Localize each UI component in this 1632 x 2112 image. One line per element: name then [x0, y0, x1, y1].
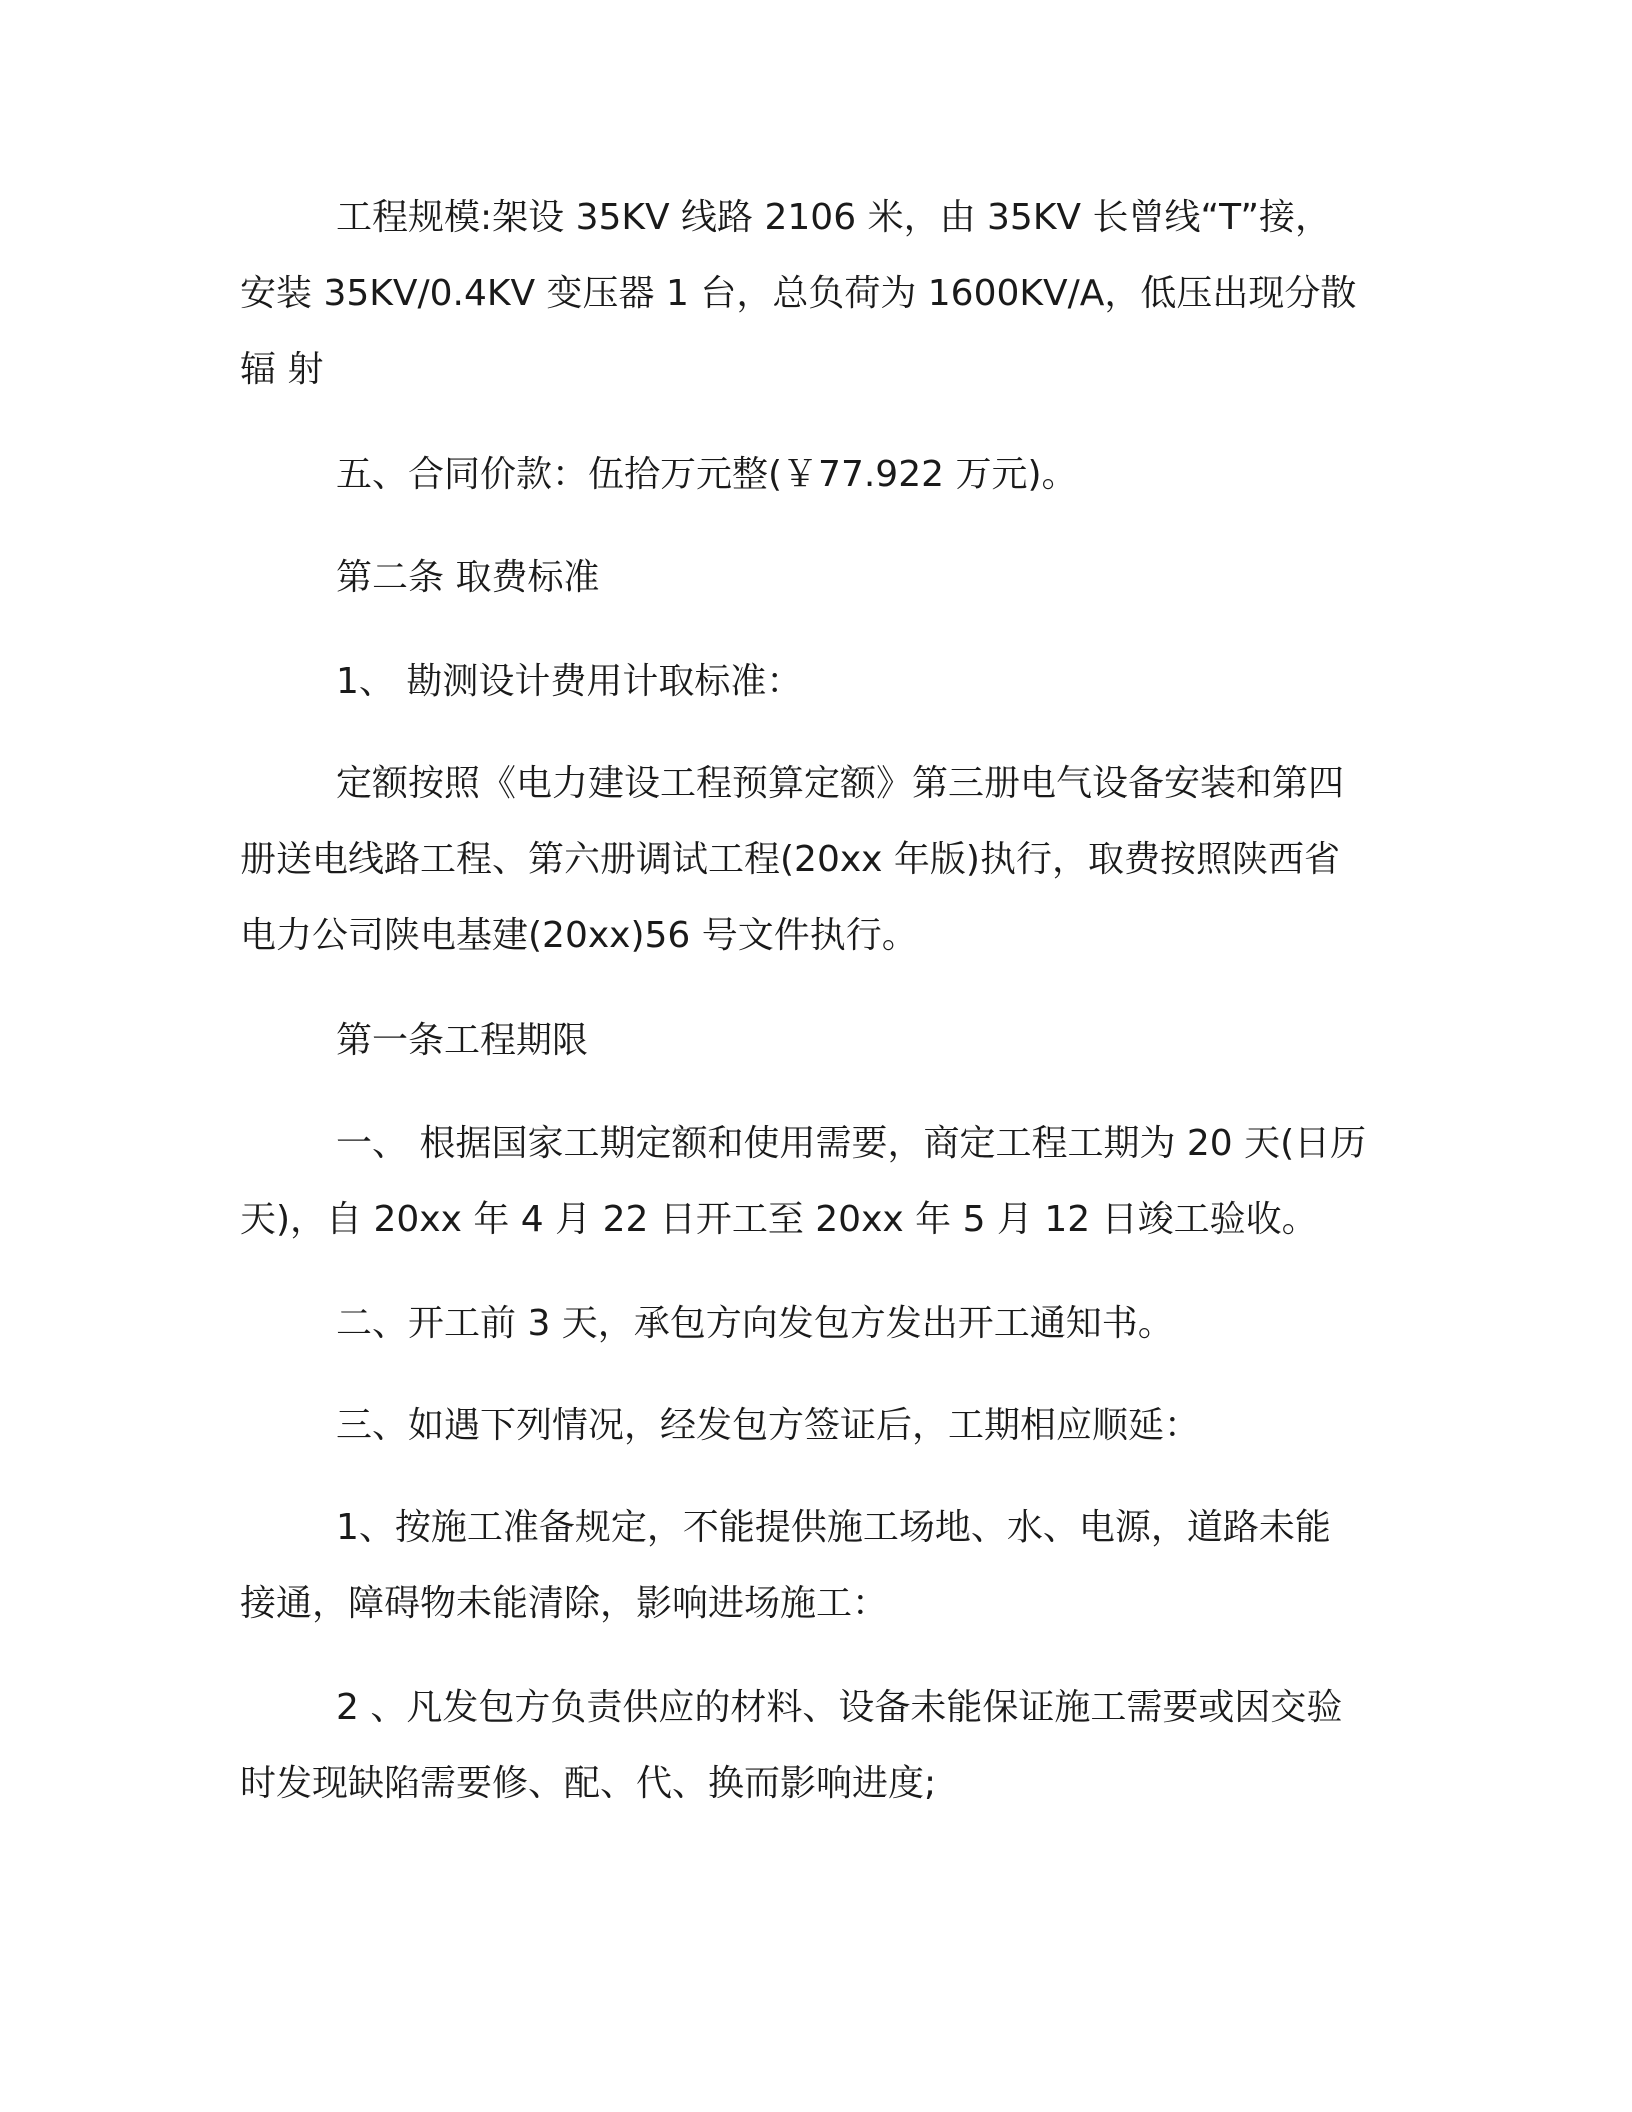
text-line: 三、如遇下列情况，经发包方签证后，工期相应顺延： [336, 1405, 1201, 1446]
text-line: 定额按照《电力建设工程预算定额》第三册电气设备安装和第四 [336, 763, 1345, 804]
paragraph-case-2 [240, 1670, 1390, 1822]
text-line: 2 、凡发包方负责供应的材料、设备未能保证施工需要或因交验 [336, 1687, 1343, 1728]
paragraph-project-scale [240, 180, 1390, 408]
text-line: 接通，障碍物未能清除，影响进场施工： [240, 1583, 889, 1624]
text-line: 第二条 取费标准 [336, 557, 600, 598]
heading-article-1 [240, 1003, 1390, 1079]
text-line: 五、合同价款：伍拾万元整(￥77.922 万元)。 [336, 454, 1078, 495]
text-line: 电力公司陕电基建(20xx)56 号文件执行。 [240, 915, 918, 956]
text-line: 1、 勘测设计费用计取标准： [336, 661, 803, 702]
text-line: 时发现缺陷需要修、配、代、换而影响进度; [240, 1763, 937, 1804]
text-line: 辐 射 [240, 349, 324, 390]
text-line: 天)，自 20xx 年 4 月 22 日开工至 20xx 年 5 月 12 日竣工验收。 [240, 1199, 1318, 1240]
text-line: 册送电线路工程、第六册调试工程(20xx 年版)执行，取费按照陕西省 [240, 839, 1340, 880]
heading-survey-fee [240, 644, 1390, 720]
paragraph-case-1 [240, 1490, 1390, 1642]
text-line: 工程规模:架设 35KV 线路 2106 米，由 35KV 长曾线“T”接， [336, 197, 1331, 238]
paragraph-term-2 [240, 1286, 1390, 1362]
text-line: 二、开工前 3 天，承包方向发包方发出开工通知书。 [336, 1303, 1174, 1344]
text-line: 安装 35KV/0.4KV 变压器 1 台，总负荷为 1600KV/A，低压出现分散 [240, 273, 1357, 314]
text-line: 1、按施工准备规定，不能提供施工场地、水、电源，道路未能 [336, 1507, 1331, 1548]
paragraph-term-1 [240, 1106, 1390, 1258]
paragraph-contract-price [240, 437, 1390, 513]
heading-article-2 [240, 540, 1390, 616]
paragraph-quota-basis [240, 746, 1390, 974]
text-line: 一、 根据国家工期定额和使用需要，商定工程工期为 20 天(日历 [336, 1123, 1367, 1164]
text-line: 第一条工程期限 [336, 1020, 589, 1061]
paragraph-term-3 [240, 1388, 1390, 1464]
